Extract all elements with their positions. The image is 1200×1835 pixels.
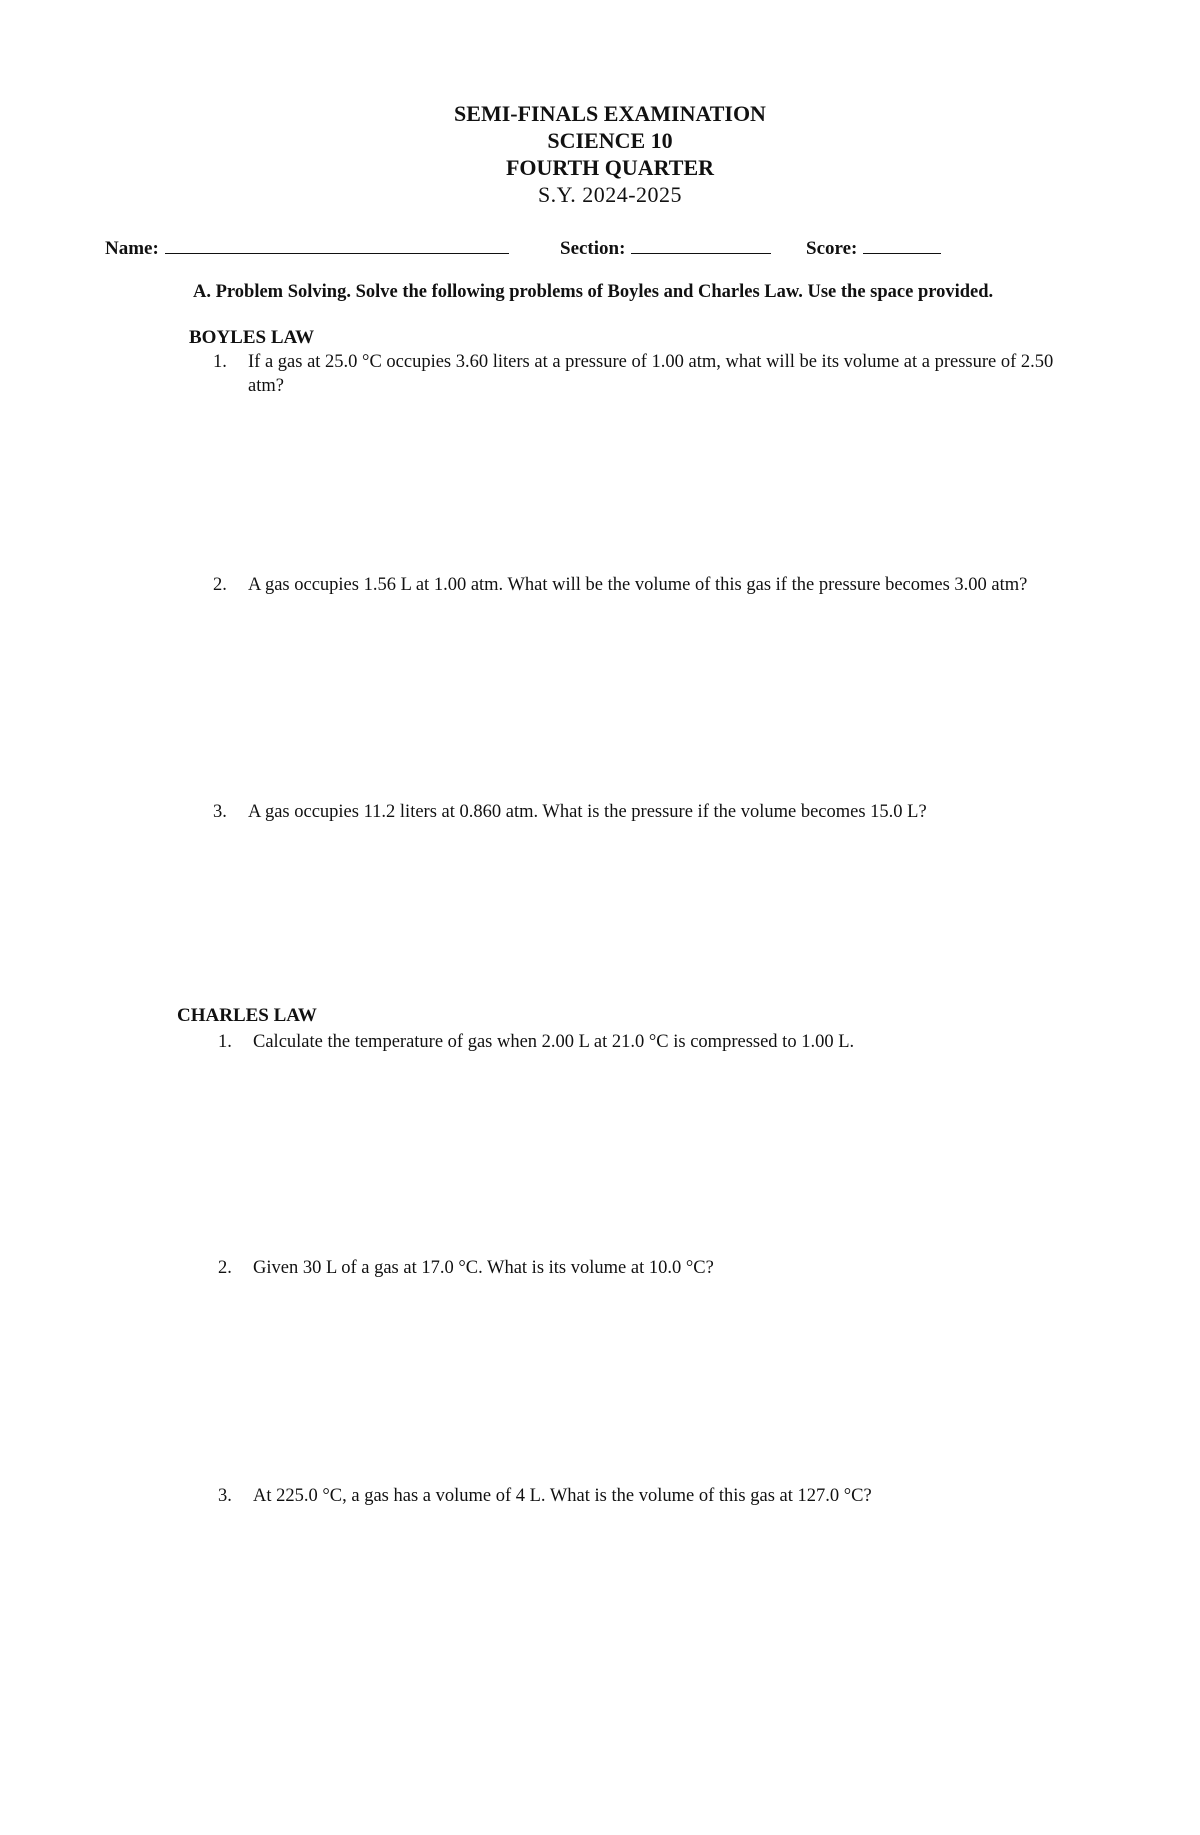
charles-question-3 xyxy=(218,1484,1088,1508)
question-number: 3. xyxy=(218,1486,232,1506)
section-field[interactable] xyxy=(560,235,771,260)
question-text: Calculate the temperature of gas when 2.00 L at 21.0 °C is compressed to 1.00 L. xyxy=(253,1032,855,1052)
question-text: Given 30 L of a gas at 17.0 °C. What is its volume at 10.0 °C? xyxy=(253,1258,714,1278)
question-number: 1. xyxy=(218,1032,232,1052)
question-number: 2. xyxy=(218,1258,232,1278)
boyles-question-2 xyxy=(213,573,1083,621)
score-label: Score: xyxy=(806,238,858,259)
name-label: Name: xyxy=(105,238,159,259)
instructions: A. Problem Solving. Solve the following problems of Boyles and Charles Law. Use the space provided. xyxy=(193,282,994,302)
score-blank[interactable] xyxy=(863,235,941,254)
exam-title: SEMI-FINALS EXAMINATION xyxy=(454,101,766,126)
name-blank[interactable] xyxy=(165,235,509,254)
boyles-question-1 xyxy=(213,350,1063,398)
question-number: 2. xyxy=(213,575,227,595)
quarter-title: FOURTH QUARTER xyxy=(505,155,715,180)
section-blank[interactable] xyxy=(631,235,771,254)
charles-question-1 xyxy=(218,1030,1088,1054)
boyles-question-3 xyxy=(213,800,1083,824)
score-field[interactable] xyxy=(806,235,941,260)
boyles-law-heading: BOYLES LAW xyxy=(189,327,315,348)
question-text: A gas occupies 1.56 L at 1.00 atm. What will be the volume of this gas if the pressure becomes 3.00 atm? xyxy=(248,575,1028,595)
question-number: 1. xyxy=(213,352,227,372)
charles-question-2 xyxy=(218,1256,1088,1280)
question-text: A gas occupies 11.2 liters at 0.860 atm. What is the pressure if the volume becomes 15.0 L? xyxy=(248,802,927,822)
question-text: If a gas at 25.0 °C occupies 3.60 liters at a pressure of 1.00 atm, what will be its volume at a pressure of 2.50 atm? xyxy=(248,352,1054,396)
subject-title: SCIENCE 10 xyxy=(547,128,673,153)
charles-law-heading: CHARLES LAW xyxy=(177,1005,317,1026)
question-text: At 225.0 °C, a gas has a volume of 4 L. What is the volume of this gas at 127.0 °C? xyxy=(253,1486,872,1506)
exam-header xyxy=(0,100,1200,208)
student-info-fields xyxy=(105,235,1105,265)
question-number: 3. xyxy=(213,802,227,822)
school-year: S.Y. 2024-2025 xyxy=(537,182,683,207)
name-field[interactable] xyxy=(105,235,509,260)
section-label: Section: xyxy=(560,238,626,259)
